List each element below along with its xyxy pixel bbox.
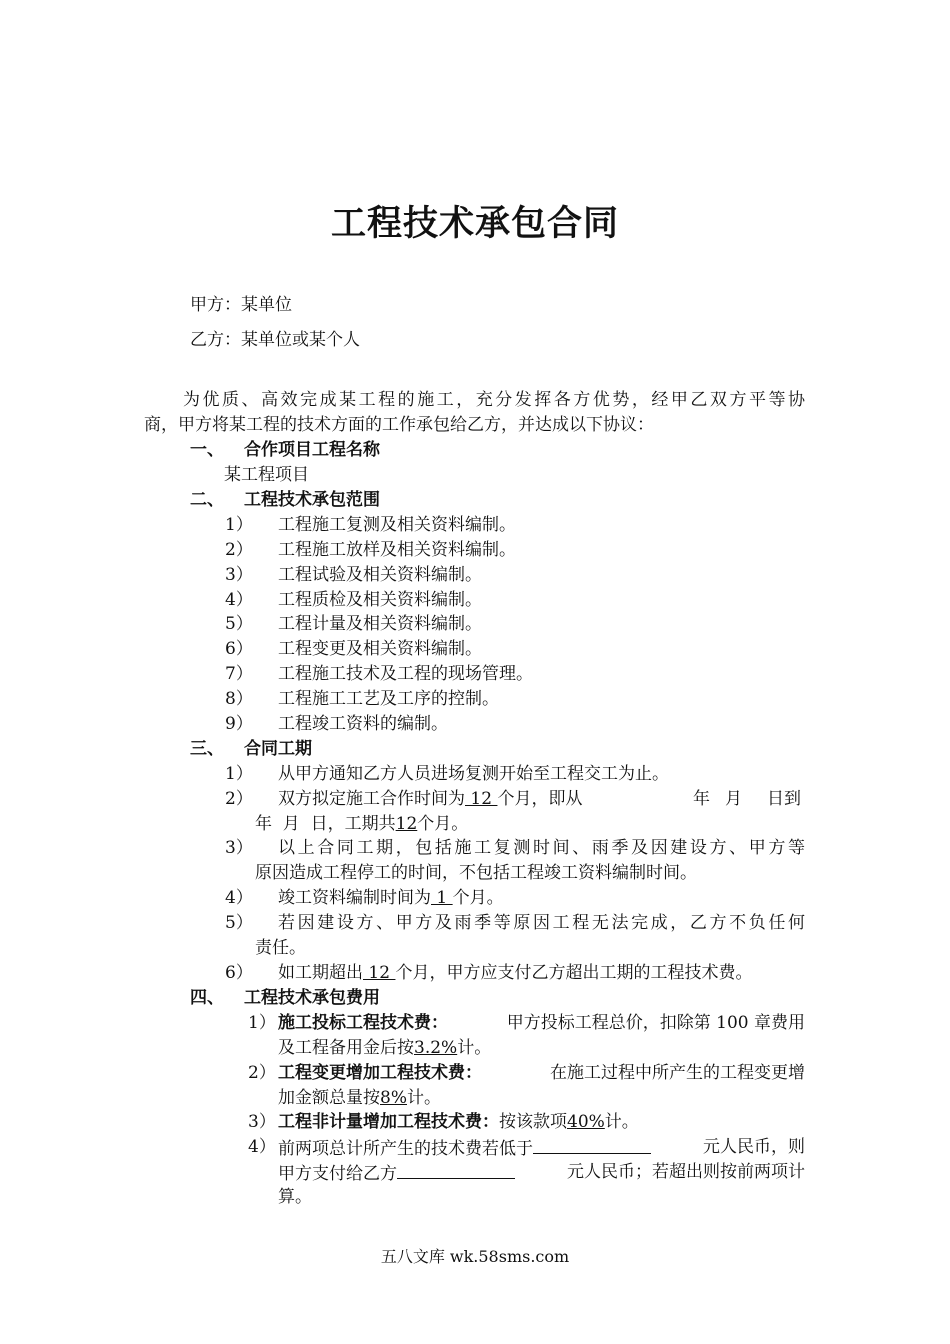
list-item-number: 9） [225,714,253,734]
fee-rate-value: 3.2% [414,1038,458,1058]
fee-label: 施工投标工程技术费： [278,1013,448,1033]
section-4-title: 工程技术承包费用 [244,988,380,1008]
section-2-number: 二、 [190,490,224,510]
fee-label: 工程非计量增加工程技术费： [278,1112,499,1132]
footer-watermark: 五八文库 wk.58sms.com [380,1247,570,1266]
intro-line-1: 为优质、高效完成某工程的施工，充分发挥各方优势，经甲乙双方平等协 [183,390,805,410]
list-item-number: 5） [225,913,253,933]
list-item: 若因建设方、甲方及雨季等原因工程无法完成，乙方不负任何 [278,913,805,933]
list-item-number: 6） [225,639,253,659]
fee-text: 元人民币，则 [703,1137,805,1157]
completion-months-value: 1 [431,888,453,908]
list-item: 工程变更及相关资料编制。 [278,639,482,659]
list-item-number: 1） [225,515,253,535]
list-item-number: 1） [225,764,253,784]
list-item: 工程施工工艺及工序的控制。 [278,689,499,709]
list-item-continuation: 原因造成工程停工的时间，不包括工程竣工资料编制时间。 [255,863,697,883]
list-item: 工程施工放样及相关资料编制。 [278,540,516,560]
list-item [278,787,582,811]
fee-text: 元人民币；若超出则按前两项计 [567,1162,805,1182]
fee-text: 计。 [406,1088,441,1108]
list-item-number: 3） [248,1112,276,1132]
list-item: 以上合同工期，包括施工复测时间、雨季及因建设方、甲方等 [278,838,805,858]
fee-text: 计。 [457,1038,492,1058]
term-text: 双方拟定施工合作时间为 [278,789,465,809]
section-2-title: 工程技术承包范围 [244,490,380,510]
fee-label: 工程变更增加工程技术费： [278,1063,482,1083]
list-item-continuation: 责任。 [255,938,306,958]
section-1-content: 某工程项目 [224,465,309,485]
list-item: 从甲方通知乙方人员进场复测开始至工程交工为止。 [278,764,669,784]
list-item-continuation [278,1160,805,1186]
list-item-number: 8） [225,689,253,709]
list-item-continuation: 算。 [278,1187,312,1207]
fee-text: 加金额总量按 [278,1088,380,1108]
list-item-number: 2） [248,1063,276,1083]
list-item: 工程竣工资料的编制。 [278,714,448,734]
fee-text: 及工程备用金后按 [278,1038,414,1058]
list-item [278,1011,805,1035]
term-months-value: 12 [465,789,498,809]
list-item-continuation [278,1036,491,1060]
list-item [278,1135,805,1161]
party-a: 甲方：某单位 [190,295,292,315]
list-item: 工程施工技术及工程的现场管理。 [278,664,533,684]
list-item: 工程施工复测及相关资料编制。 [278,515,516,535]
overrun-months-value: 12 [363,963,396,983]
page-title: 工程技术承包合同 [330,204,619,244]
amount-blank [533,1135,651,1154]
fee-text: 计。 [604,1112,639,1132]
term-text: 个月，甲方应支付乙方超出工期的工程技术费。 [395,963,753,983]
list-item-number: 4） [248,1137,276,1157]
amount-blank [397,1160,515,1179]
list-item-number: 3） [225,838,253,858]
list-item-number: 4） [225,888,253,908]
term-text: 个月。 [417,814,469,834]
term-months-value: 12 [395,814,418,834]
list-item [278,1110,639,1134]
term-text: 个月，即从 [497,789,583,809]
list-item-number: 3） [225,565,253,585]
fee-text: 甲方支付给乙方 [278,1164,397,1184]
fee-rate-value: 8% [380,1088,407,1108]
term-text: 如工期超出 [278,963,363,983]
list-item-number: 6） [225,963,253,983]
intro-line-2: 商，甲方将某工程的技术方面的工作承包给乙方，并达成以下协议： [144,415,654,435]
fee-rate-value: 40% [567,1112,605,1132]
list-item-number: 1） [248,1013,276,1033]
list-item-number: 4） [225,590,253,610]
section-1-number: 一、 [190,440,224,460]
year-label: 年 [693,789,710,809]
term-text: 个月。 [452,888,504,908]
day-label: 日到 [767,789,801,809]
list-item [278,886,504,910]
list-item-number: 5） [225,614,253,634]
month-label: 月 [725,789,742,809]
term-text: 年 月 日，工期共 [255,814,396,834]
section-3-number: 三、 [190,739,224,759]
fee-text: 前两项总计所产生的技术费若低于 [278,1139,533,1159]
section-1-title: 合作项目工程名称 [244,440,380,460]
list-item-number: 7） [225,664,253,684]
list-item: 工程质检及相关资料编制。 [278,590,482,610]
fee-text: 在施工过程中所产生的工程变更增 [550,1063,805,1083]
list-item: 工程计量及相关资料编制。 [278,614,482,634]
list-item [278,961,752,985]
term-text: 竣工资料编制时间为 [278,888,431,908]
fee-text: 甲方投标工程总价，扣除第 100 章费用 [506,1013,805,1033]
list-item-number: 2） [225,789,253,809]
list-item-continuation [255,812,468,836]
list-item-continuation [278,1086,441,1110]
section-4-number: 四、 [190,988,224,1008]
section-3-title: 合同工期 [244,739,312,759]
list-item [278,1061,805,1085]
list-item-number: 2） [225,540,253,560]
fee-text: 按该款项 [499,1112,567,1132]
list-item: 工程试验及相关资料编制。 [278,565,482,585]
party-b: 乙方：某单位或某个人 [190,330,360,350]
